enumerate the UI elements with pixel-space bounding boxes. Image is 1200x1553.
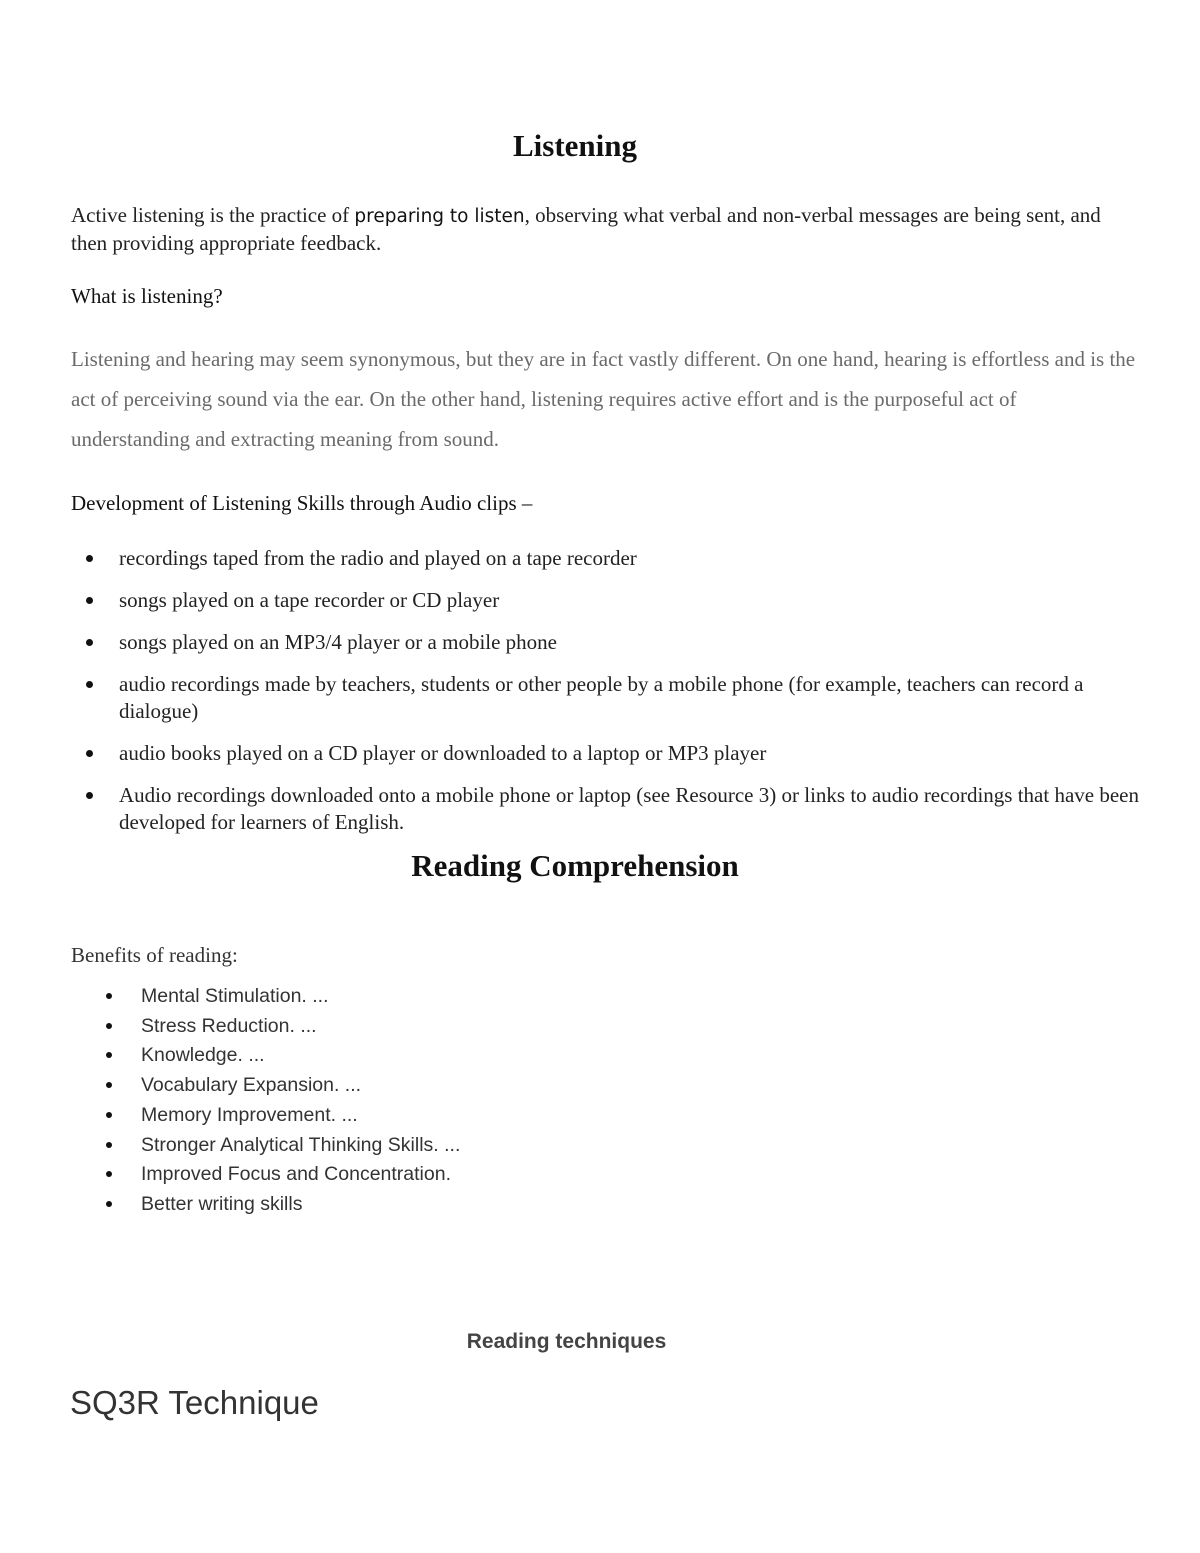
intro-text-start: Active listening is the practice of [71, 203, 355, 227]
bullet-icon [106, 1142, 112, 1148]
list-item [0, 1131, 600, 1161]
bullet-icon [86, 597, 93, 604]
intro-text-end: , observing what verbal and non-verbal messages are being sent, and then providing appropriate feedback. [71, 203, 1101, 255]
list-item [0, 545, 1140, 572]
reading-techniques-heading: Reading techniques [466, 1330, 667, 1353]
list-item-text: Audio recordings downloaded onto a mobile phone or laptop (see Resource 3) or links to audio recordings that have been developed for learners of English. [119, 783, 1139, 834]
bullet-icon [86, 639, 93, 646]
list-item-text: Vocabulary Expansion. ... [141, 1074, 362, 1097]
reading-comprehension-heading: Reading Comprehension [411, 848, 739, 883]
list-item-text: Improved Focus and Concentration. [141, 1163, 452, 1186]
list-item-text: Knowledge. ... [141, 1044, 265, 1067]
list-item [0, 587, 1140, 614]
list-item-text: songs played on a tape recorder or CD player [119, 588, 500, 612]
benefits-list [0, 982, 600, 1220]
bullet-icon [106, 1171, 112, 1177]
list-item [0, 740, 1140, 767]
listening-heading: Listening [512, 128, 638, 163]
intro-emphasis: preparing to listen [354, 206, 525, 227]
bullet-icon [86, 681, 93, 688]
list-item [0, 982, 600, 1012]
list-item-text: audio books played on a CD player or downloaded to a laptop or MP3 player [119, 741, 767, 765]
development-heading: Development of Listening Skills through Audio clips – [71, 491, 533, 515]
list-item-text: recordings taped from the radio and played on a tape recorder [119, 546, 637, 570]
list-item [0, 671, 1140, 725]
list-item [0, 782, 1140, 836]
bullet-icon [106, 1052, 112, 1058]
list-item-text: Stress Reduction. ... [141, 1014, 317, 1037]
list-item-text: Mental Stimulation. ... [141, 985, 329, 1007]
list-item-text: audio recordings made by teachers, students or other people by a mobile phone (for example, teachers can record a dialogue) [119, 672, 1084, 723]
list-item-text: Memory Improvement. ... [141, 1103, 358, 1126]
sq3r-heading: SQ3R Technique [70, 1384, 319, 1421]
list-item-text: Better writing skills [141, 1192, 303, 1215]
benefits-label: Benefits of reading: [71, 943, 238, 967]
question-line: What is listening? [71, 284, 223, 308]
list-item [0, 1190, 600, 1220]
list-item [0, 629, 1140, 656]
list-item [0, 1101, 600, 1131]
listening-description: Listening and hearing may seem synonymous, but they are in fact vastly different. On one hand, hearing is effortless and is the act of perceiving sound via the ear. On the other hand, listening requires active effort and is the purposeful act of understanding and extracting meaning from sound. [71, 347, 1136, 451]
bullet-icon [86, 792, 93, 799]
intro-paragraph [71, 202, 1136, 257]
list-item [0, 1071, 600, 1101]
bullet-icon [106, 1023, 112, 1029]
audio-clips-list [0, 545, 1140, 851]
list-item [0, 1041, 600, 1071]
bullet-icon [106, 1112, 112, 1118]
bullet-icon [86, 750, 93, 757]
list-item-text: Stronger Analytical Thinking Skills. ... [141, 1133, 461, 1156]
list-item-text: songs played on an MP3/4 player or a mobile phone [119, 630, 558, 654]
list-item [0, 1160, 600, 1190]
bullet-icon [106, 1082, 112, 1088]
list-item [0, 1012, 600, 1042]
bullet-icon [106, 993, 112, 999]
bullet-icon [106, 1201, 112, 1207]
bullet-icon [86, 555, 93, 562]
